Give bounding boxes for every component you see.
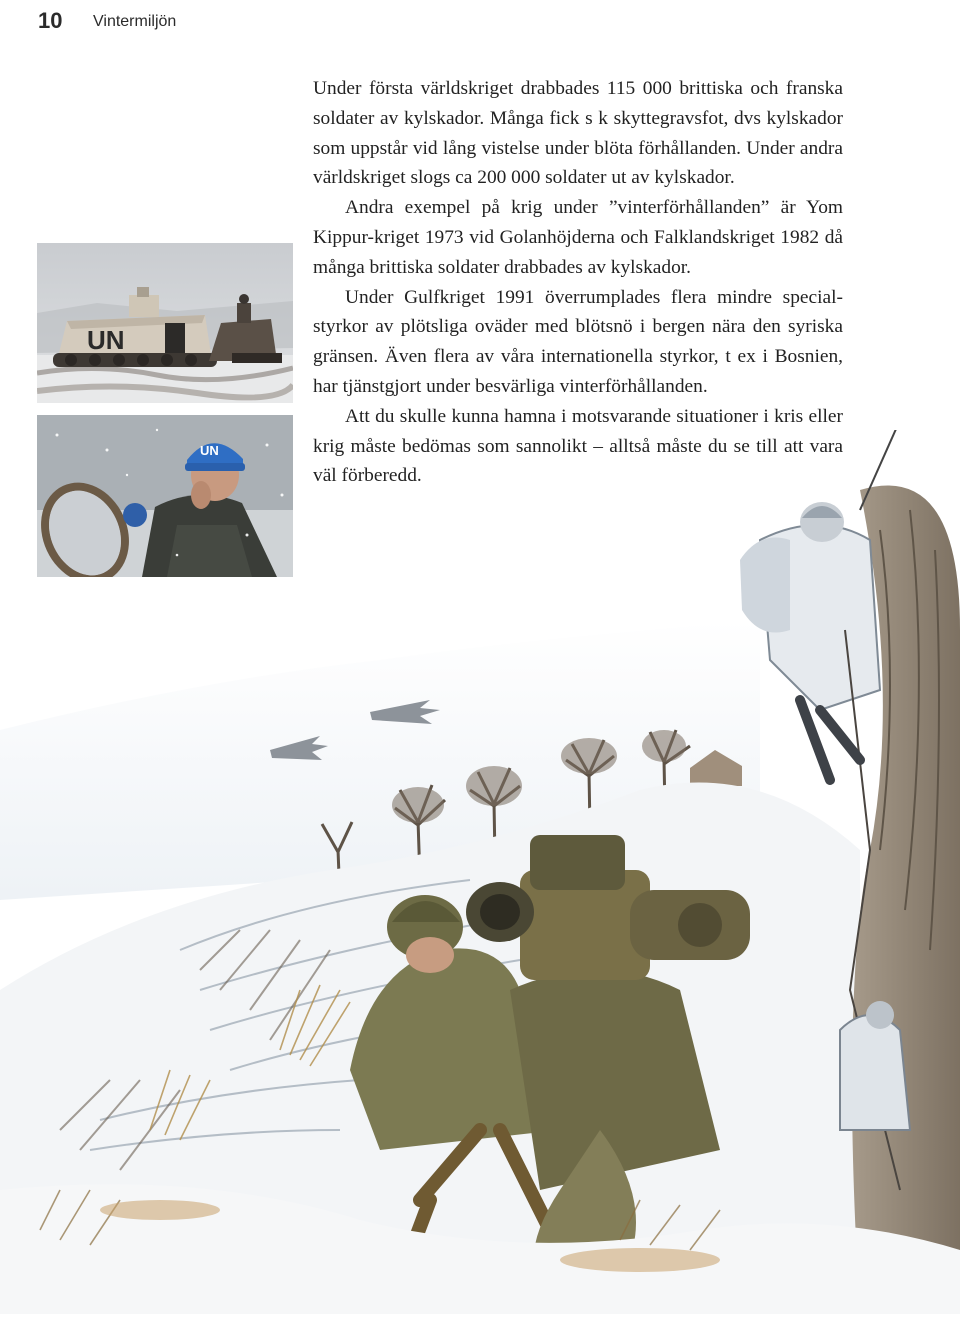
un-vehicle-image	[37, 243, 293, 403]
photo-un-vehicle-in-snow	[37, 243, 293, 403]
paragraph-other-wars: Andra exempel på krig under ”vinterförhållanden” är Yom Kippur-kriget 1973 vid Golanhöjderna och Falklandskriget 1982 då många brittiska soldater drabbades av kylskador.	[313, 197, 843, 278]
page-number: 10	[38, 8, 63, 33]
article-body	[313, 74, 843, 491]
paragraph-gulf-war: Under Gulfkriget 1991 överrumplades flera mindre specialstyrkor av plötsliga oväder med blötsnö i bergen nära den syriska gränsen. Även flera av våra internationella styrkor, t ex i Bosnien, har tjänstgjort under besvärliga vinterförhållanden.	[313, 286, 843, 397]
running-title: Vintermiljön	[93, 13, 177, 30]
paragraph-conclusion: Att du skulle kunna hamna i motsvarande situationer i kris eller krig måste bedömas som sannolikt – alltså måste du se till att vara väl förberedd.	[313, 405, 843, 487]
paragraph-ww1-ww2: Under första världskriget drabbades 115 000 brittiska och franska soldater av kylskador. Många fick s k skyttegravsfot, dvs kylskador som uppstår vid lång vistelse under blöta förhållanden. Under andra världskriget slogs ca 200 000 soldater ut av kylskador.	[313, 78, 843, 189]
page-header	[0, 0, 960, 46]
winter-combat-illustration	[0, 430, 960, 1314]
apc-un-marking: UN	[87, 325, 125, 355]
helmet-un-marking: UN	[200, 443, 219, 458]
illustration-artwork	[0, 430, 960, 1314]
